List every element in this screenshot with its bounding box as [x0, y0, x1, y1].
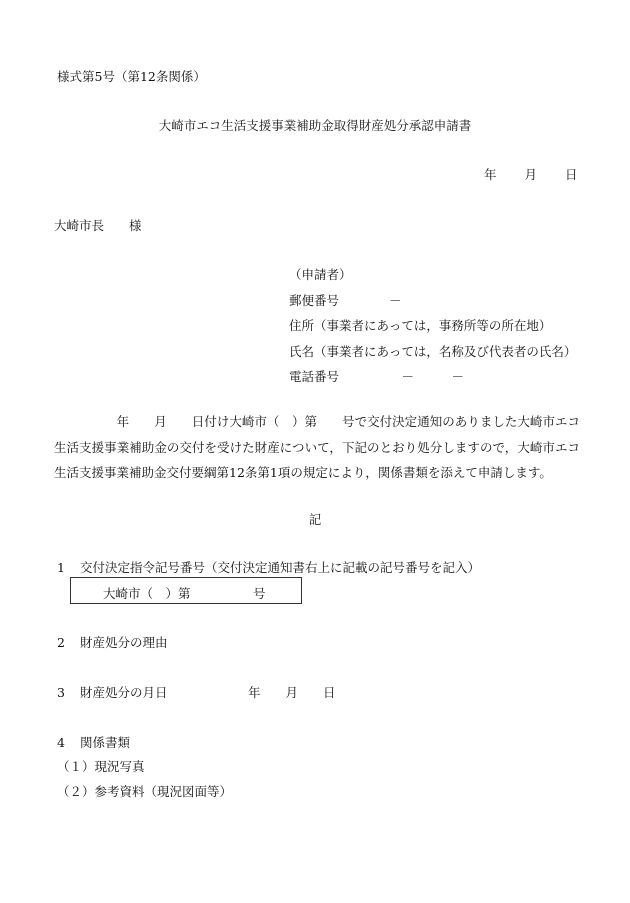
- applicant-address: 住所（事業者にあっては，事務所等の所在地）: [289, 318, 552, 333]
- applicant-block: [289, 266, 576, 394]
- applicant-postal: 郵便番号 －: [289, 292, 402, 308]
- date-month: 月: [524, 167, 538, 182]
- item-2: [57, 634, 168, 652]
- item-3: [57, 684, 168, 702]
- date-day: 日: [565, 167, 578, 182]
- date-year: 年: [484, 167, 497, 182]
- item-1-label: 交付決定指令記号番号（交付決定通知書右上に記載の記号番号を記入）: [80, 560, 481, 575]
- body-paragraph: 年 月 日付け大崎市（ ）第 号で交付決定通知のありました大崎市エコ生活支援事業補助金の交付を受けた財産について，下記のとおり処分しますので，大崎市エコ生活支援事業補助金交付要綱第12条第1項の規定により，関係書類を添えて申請します。: [54, 414, 580, 480]
- item-4-number: 4: [57, 735, 65, 750]
- item-1: [57, 559, 480, 577]
- item-3-date: 年 月 日: [248, 685, 336, 700]
- item-4-label: 関係書類: [80, 735, 131, 750]
- item-2-label: 財産処分の理由: [80, 635, 168, 650]
- decision-number-text: 大崎市（ ）第 号: [103, 586, 266, 601]
- doc-2: （２）参考資料（現況図面等）: [57, 784, 233, 799]
- addressee: 大崎市長 様: [54, 218, 142, 233]
- item-3-label: 財産処分の月日: [80, 685, 168, 700]
- ki-heading: 記: [308, 512, 322, 527]
- item-1-number: 1: [57, 560, 65, 575]
- item-4: [57, 734, 130, 752]
- item-3-number: 3: [57, 685, 65, 700]
- applicant-name: 氏名（事業者にあっては，名称及び代表者の氏名）: [289, 343, 577, 359]
- applicant-heading: （申請者）: [289, 267, 352, 282]
- doc-1: （１）現況写真: [57, 759, 145, 774]
- item-2-number: 2: [57, 635, 65, 650]
- document-title: 大崎市エコ生活支援事業補助金取得財産処分承認申請書: [158, 118, 472, 133]
- application-date: [484, 166, 578, 184]
- applicant-phone: 電話番号 － －: [289, 369, 465, 384]
- form-number: 様式第5号（第12条関係）: [57, 69, 206, 84]
